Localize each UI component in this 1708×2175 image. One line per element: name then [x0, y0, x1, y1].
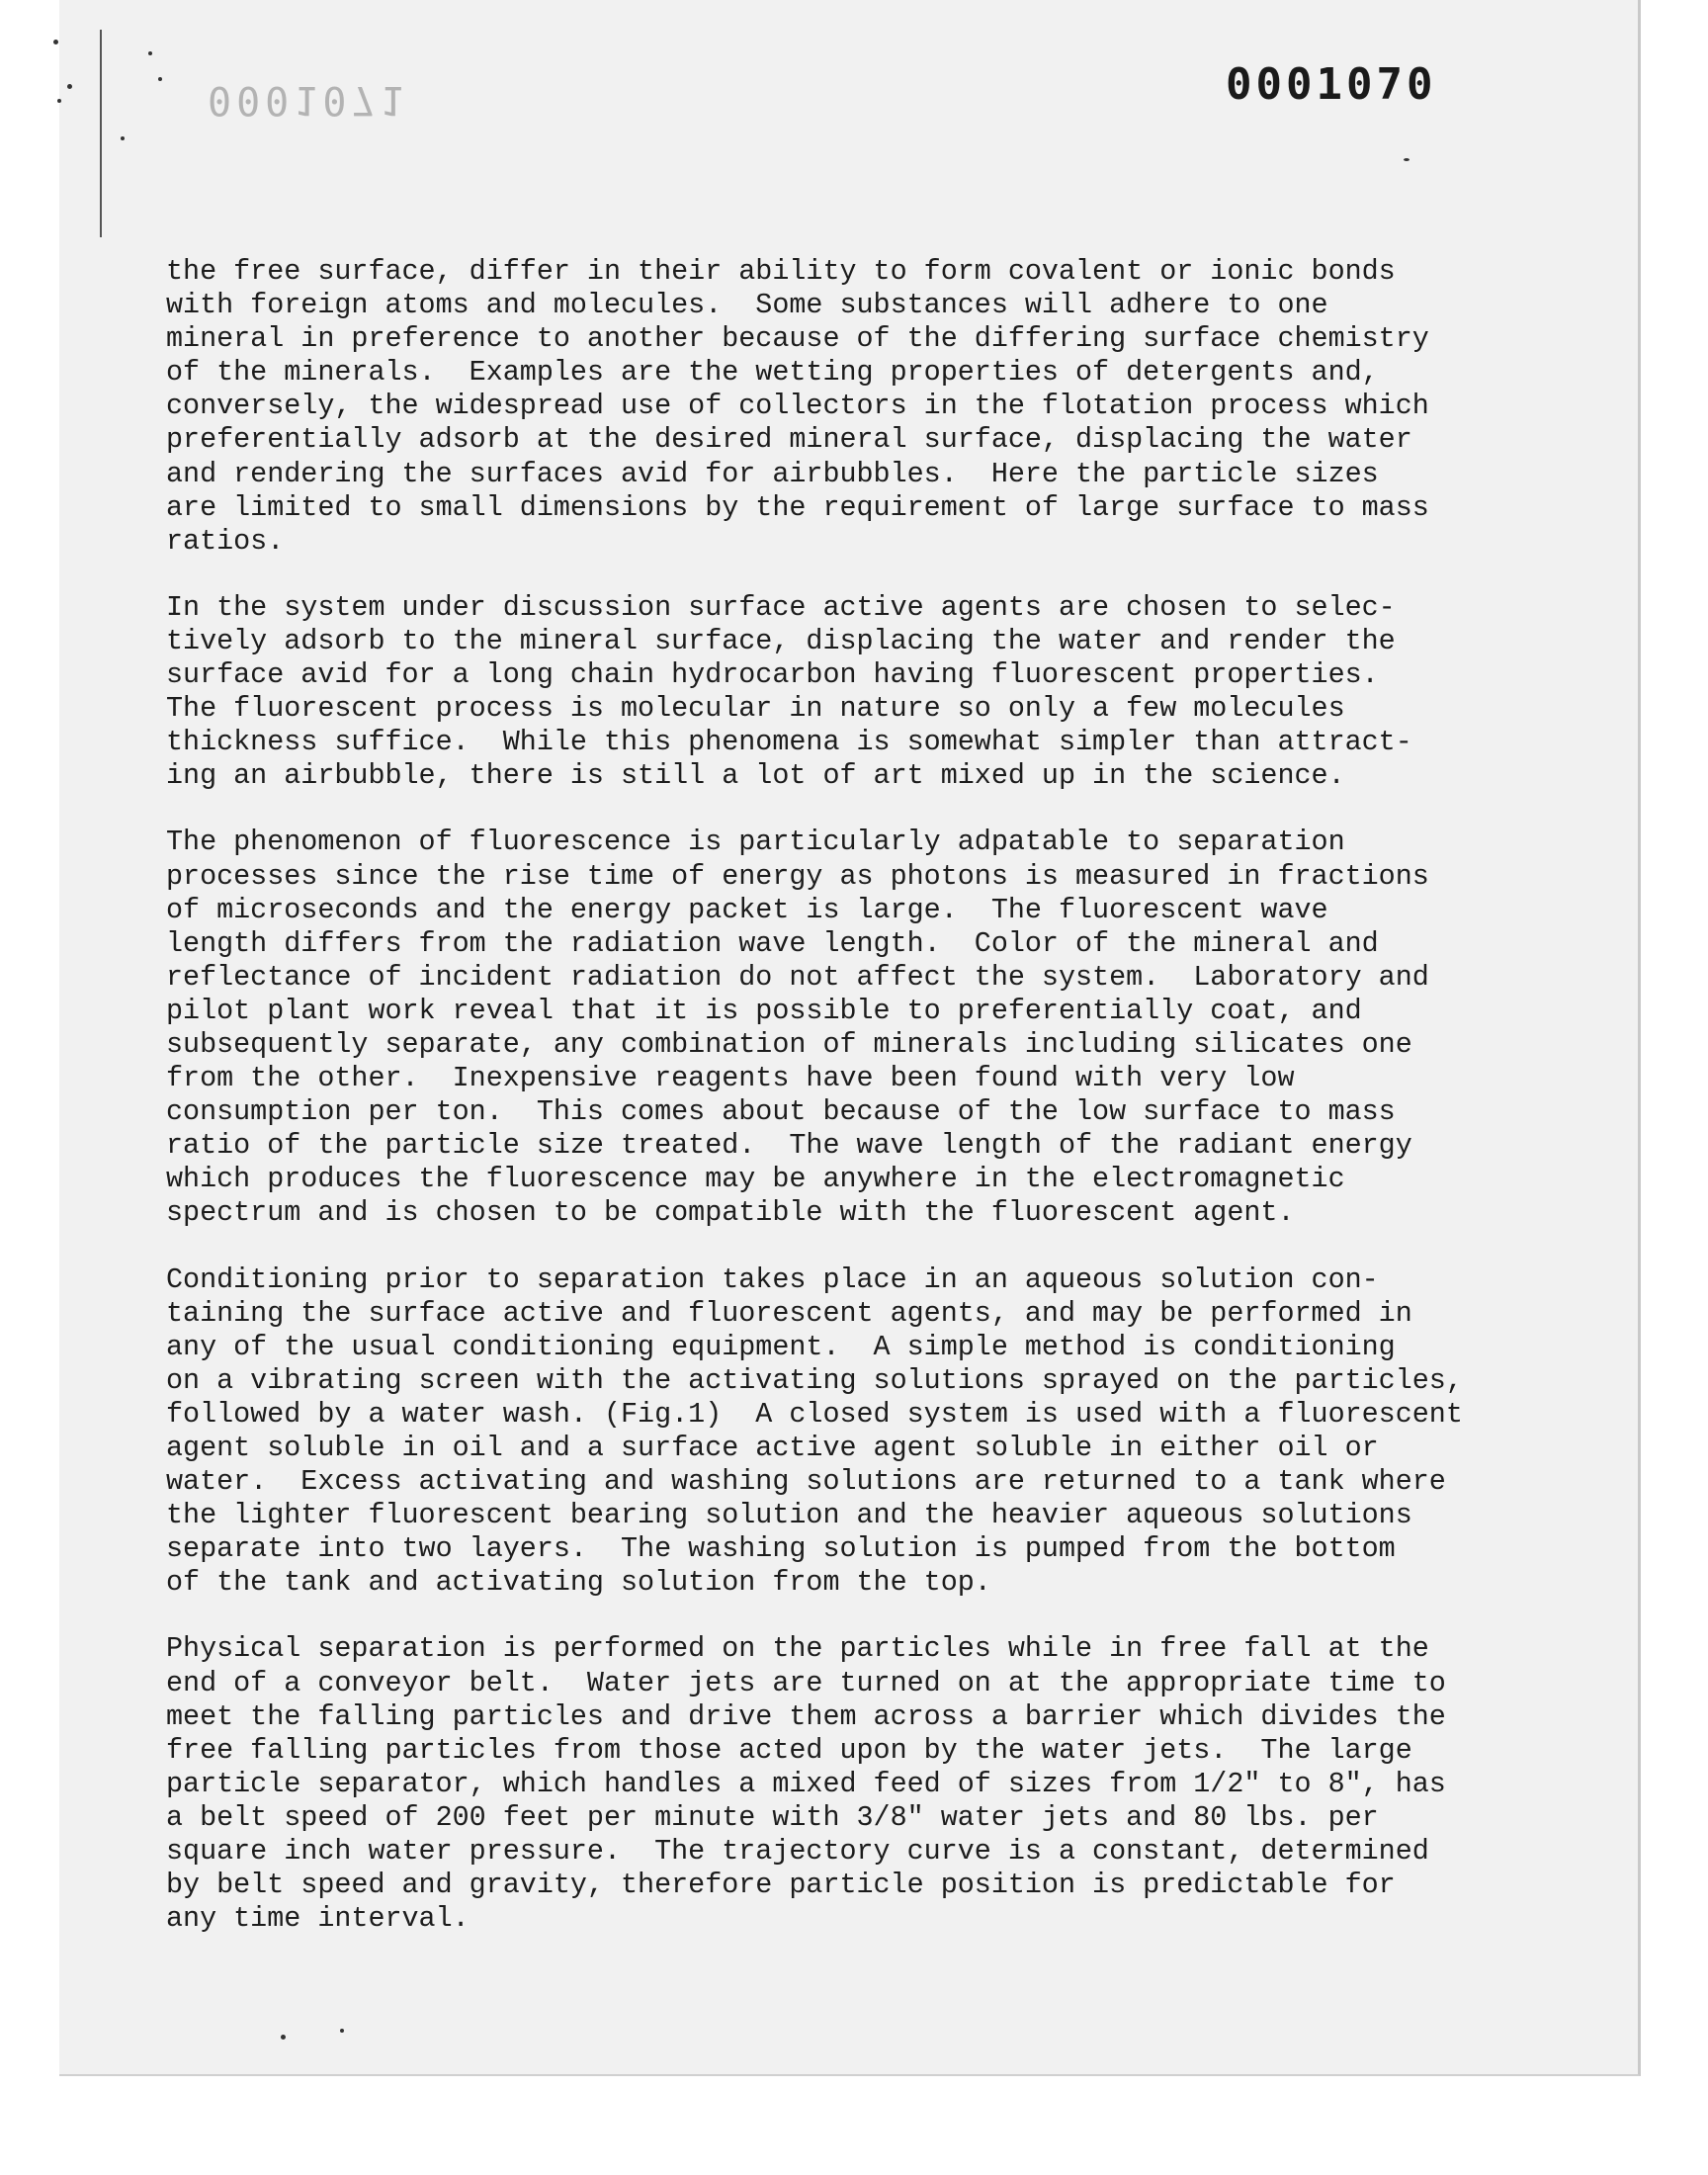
text-line: the lighter fluorescent bearing solution and the heavier aqueous solutions — [166, 1499, 1412, 1532]
text-line: water. Excess activating and washing solutions are returned to a tank where — [166, 1465, 1446, 1499]
paragraph — [166, 255, 1589, 559]
text-line: which produces the fluorescence may be anywhere in the electromagnetic — [166, 1163, 1345, 1196]
text-line: ratios. — [166, 524, 285, 558]
text-line: Conditioning prior to separation takes place in an aqueous solution con- — [166, 1262, 1379, 1296]
text-line: and rendering the surfaces avid for airbubbles. Here the particle sizes — [166, 457, 1379, 490]
text-line: the free surface, differ in their ability to form covalent or ionic bonds — [166, 255, 1396, 288]
text-line: The phenomenon of fluorescence is particularly adpatable to separation — [166, 826, 1345, 859]
text-line: of microseconds and the energy packet is large. The fluorescent wave — [166, 893, 1328, 926]
scan-speck — [53, 40, 58, 44]
text-line: surface avid for a long chain hydrocarbon having fluorescent properties. — [166, 658, 1379, 692]
document-number: 0001070 — [1226, 59, 1437, 110]
text-line: followed by a water wash. (Fig.1) A closed system is used with a fluorescent — [166, 1397, 1463, 1431]
text-line: pilot plant work reveal that it is possible to preferentially coat, and — [166, 994, 1362, 1027]
text-line: taining the surface active and fluorescent agents, and may be performed in — [166, 1296, 1412, 1330]
ghost-document-number: 0001071 — [208, 77, 409, 123]
scanned-page — [59, 0, 1641, 2076]
text-line: Physical separation is performed on the particles while in free fall at the — [166, 1632, 1429, 1666]
paragraph — [166, 591, 1589, 794]
margin-line — [100, 30, 102, 237]
text-line: ing an airbubble, there is still a lot of art mixed up in the science. — [166, 759, 1345, 793]
text-line: free falling particles from those acted upon by the water jets. The large — [166, 1733, 1412, 1767]
text-line: spectrum and is chosen to be compatible with the fluorescent agent. — [166, 1196, 1295, 1230]
scan-speck — [67, 84, 72, 89]
text-line: on a vibrating screen with the activating solutions sprayed on the particles, — [166, 1363, 1463, 1397]
text-line: ratio of the particle size treated. The wave length of the radiant energy — [166, 1129, 1412, 1163]
text-line: any time interval. — [166, 1902, 470, 1936]
text-line: separate into two layers. The washing solution is pumped from the bottom — [166, 1532, 1396, 1566]
text-line: conversely, the widespread use of collectors in the flotation process which — [166, 390, 1429, 423]
text-line: preferentially adsorb at the desired mineral surface, displacing the water — [166, 423, 1412, 457]
text-line: are limited to small dimensions by the requirement of large surface to mass — [166, 490, 1429, 524]
text-line: end of a conveyor belt. Water jets are turned on at the appropriate time to — [166, 1666, 1446, 1699]
scan-speck — [158, 77, 162, 81]
text-line: reflectance of incident radiation do not affect the system. Laboratory and — [166, 960, 1429, 994]
text-line: length differs from the radiation wave length. Color of the mineral and — [166, 926, 1379, 960]
text-line: by belt speed and gravity, therefore particle position is predictable for — [166, 1869, 1396, 1902]
text-line: meet the falling particles and drive them across a barrier which divides the — [166, 1699, 1446, 1733]
text-line: The fluorescent process is molecular in nature so only a few molecules — [166, 692, 1345, 726]
paragraph — [166, 1632, 1589, 1936]
scan-speck — [340, 2029, 344, 2033]
text-line: of the minerals. Examples are the wetting properties of detergents and, — [166, 356, 1379, 390]
scan-speck — [57, 99, 61, 103]
text-line: thickness suffice. While this phenomena is somewhat simpler than attract- — [166, 726, 1412, 759]
text-line: with foreign atoms and molecules. Some substances will adhere to one — [166, 289, 1328, 322]
text-line: of the tank and activating solution from the top. — [166, 1566, 991, 1600]
text-line: subsequently separate, any combination of minerals including silicates one — [166, 1027, 1412, 1061]
document-body — [166, 255, 1589, 1968]
text-line: from the other. Inexpensive reagents have been found with very low — [166, 1062, 1295, 1095]
text-line: tively adsorb to the mineral surface, displacing the water and render the — [166, 624, 1396, 657]
scan-speck — [1404, 158, 1409, 161]
text-line: agent soluble in oil and a surface active agent soluble in either oil or — [166, 1432, 1379, 1464]
text-line: In the system under discussion surface active agents are chosen to selec- — [166, 590, 1396, 624]
scan-speck — [148, 51, 152, 55]
text-line: processes since the rise time of energy as photons is measured in fractions — [166, 859, 1429, 893]
text-line: particle separator, which handles a mixed feed of sizes from 1/2" to 8", has — [166, 1767, 1446, 1800]
text-line: mineral in preference to another because of the differing surface chemistry — [166, 322, 1429, 356]
text-line: any of the usual conditioning equipment. A simple method is conditioning — [166, 1330, 1396, 1363]
text-line: a belt speed of 200 feet per minute with 3/8" water jets and 80 lbs. per — [166, 1800, 1379, 1834]
text-line: consumption per ton. This comes about because of the low surface to mass — [166, 1095, 1396, 1129]
scan-speck — [281, 2035, 286, 2040]
text-line: square inch water pressure. The trajectory curve is a constant, determined — [166, 1835, 1429, 1869]
scan-speck — [121, 136, 125, 140]
paragraph — [166, 1263, 1589, 1601]
paragraph — [166, 826, 1589, 1230]
